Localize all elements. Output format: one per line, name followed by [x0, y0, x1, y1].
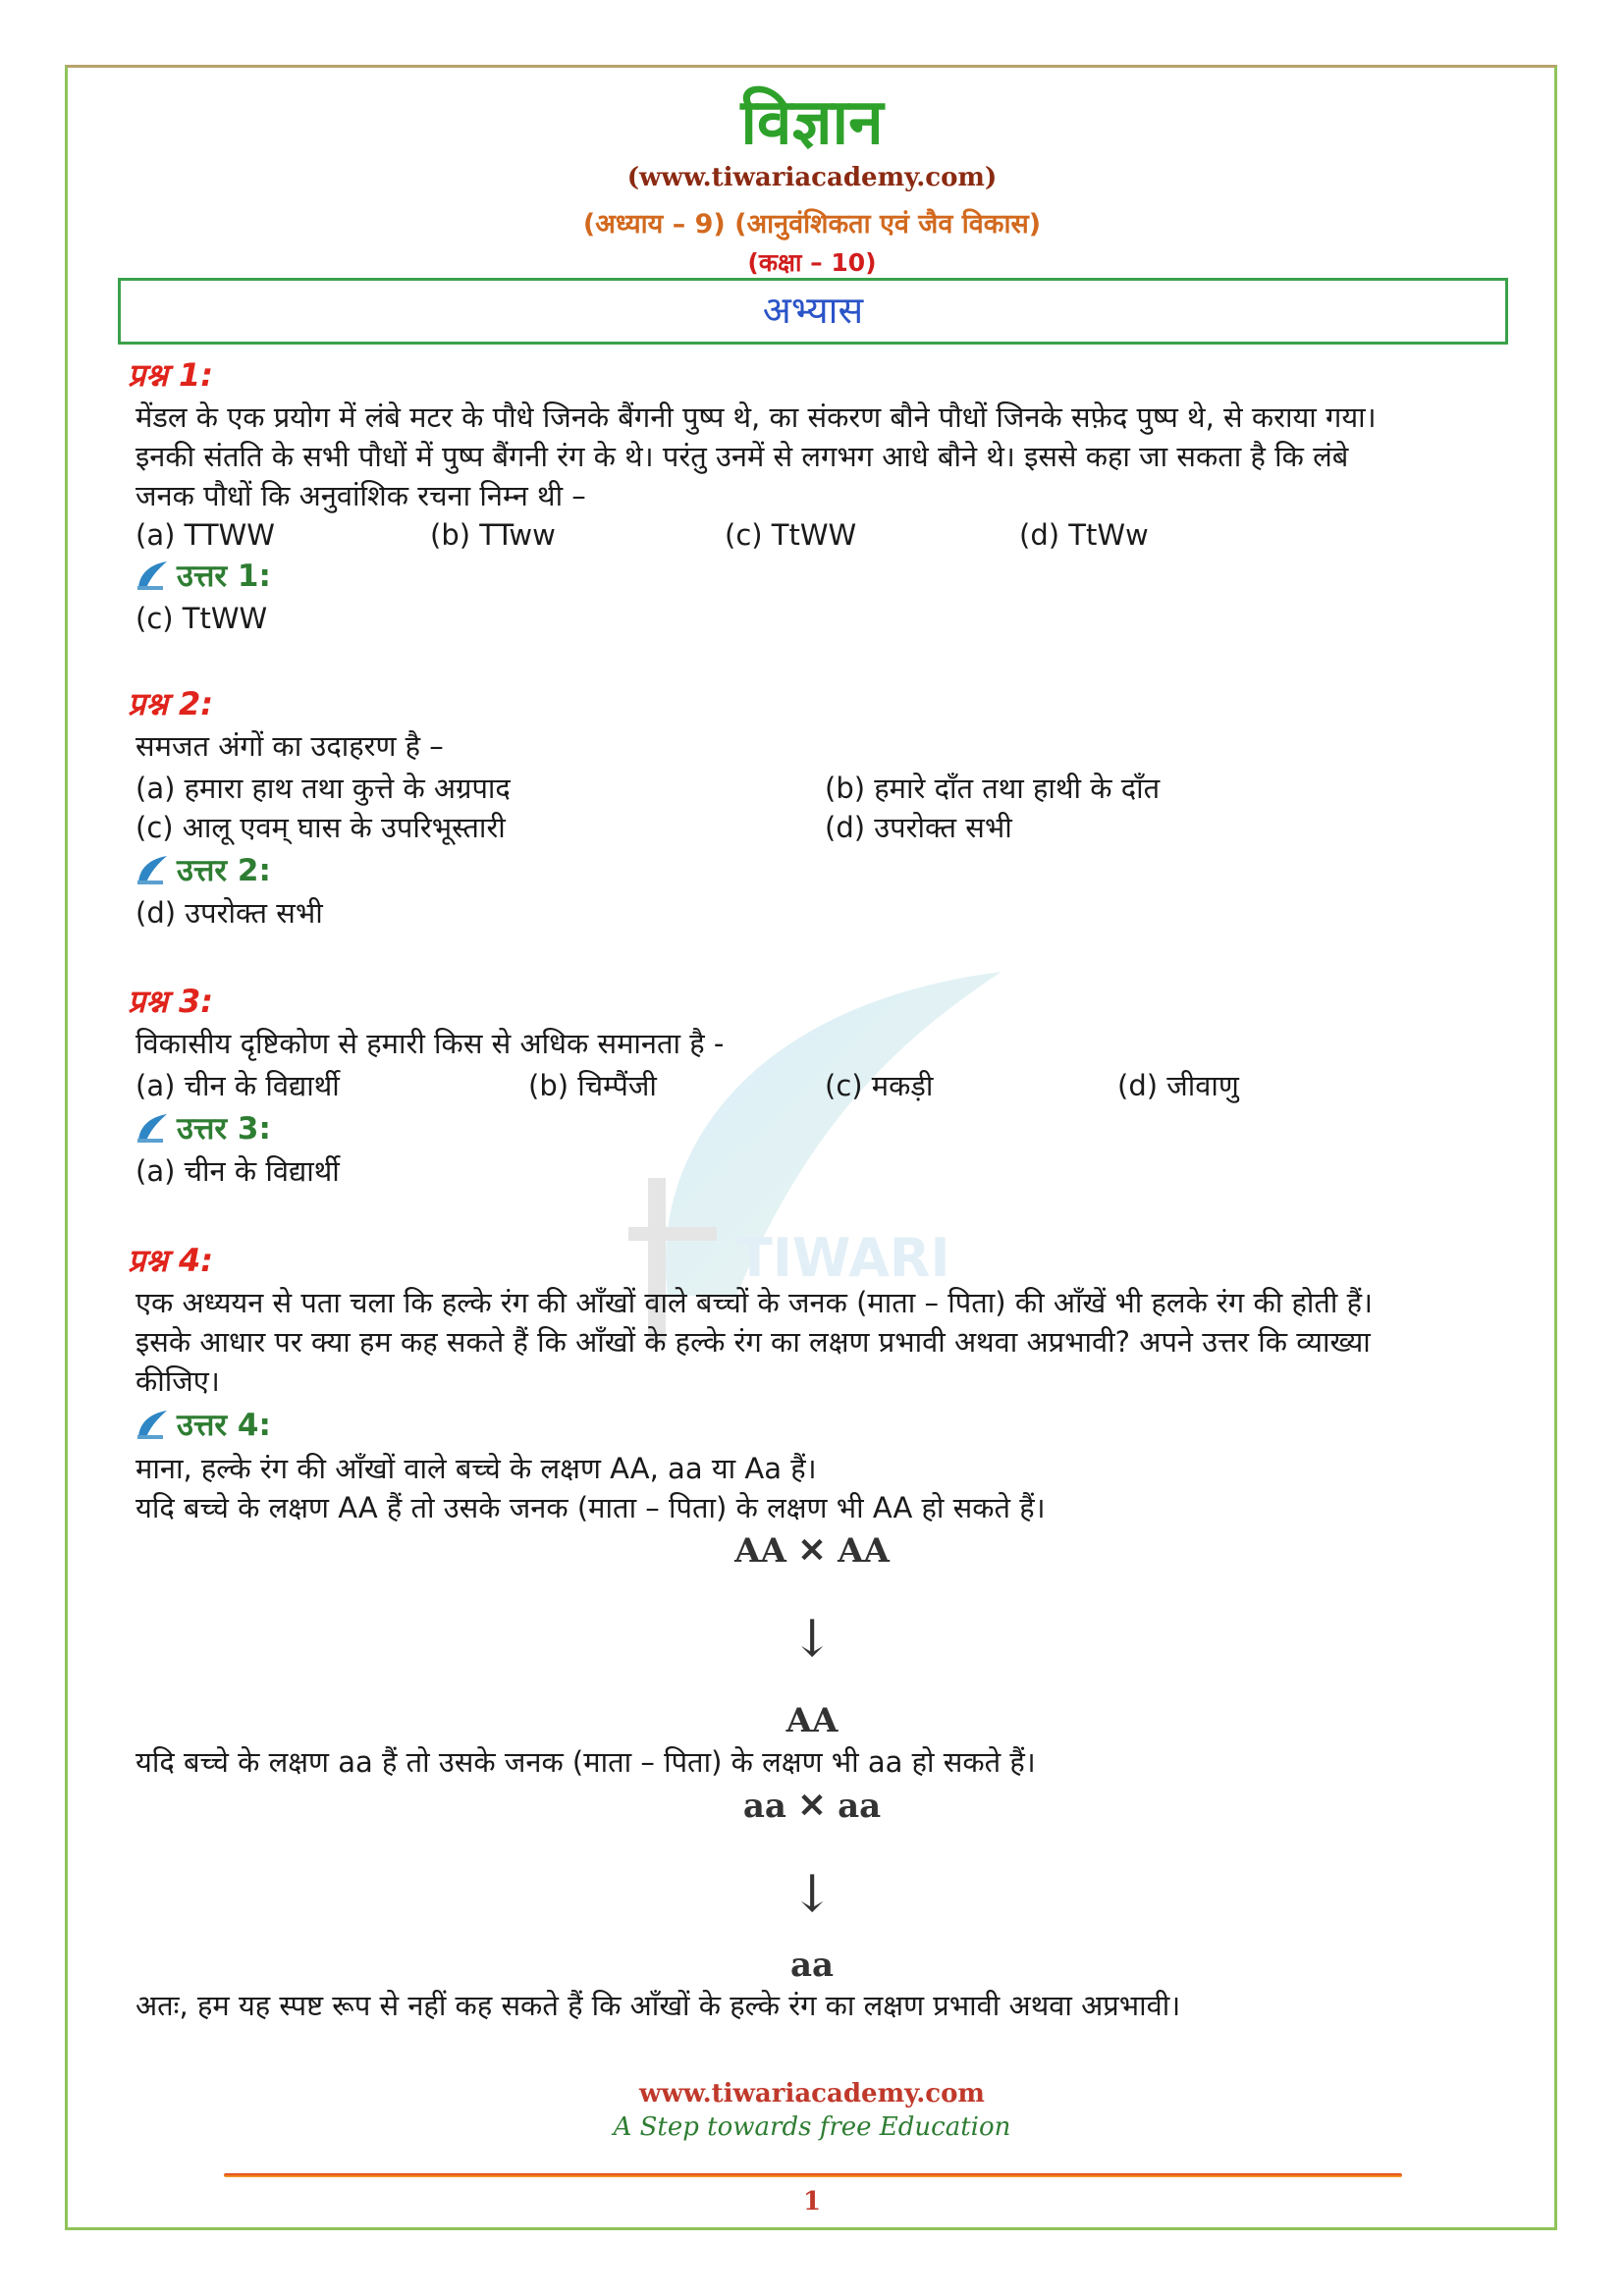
- answer-2-label: [135, 849, 271, 890]
- footer-divider: [224, 2173, 1402, 2177]
- question-2-option-d: (d) उपरोक्त सभी: [825, 811, 1012, 844]
- page-title: विज्ञान: [740, 86, 884, 159]
- question-1-label: प्रश्न 1:: [128, 356, 214, 394]
- question-1-option-c: (c) TtWW: [725, 518, 857, 552]
- answer-4-text-line: यदि बच्चे के लक्षण AA हैं तो उसके जनक (माता – पिता) के लक्षण भी AA हो सकते हैं।: [135, 1491, 1046, 1524]
- genetic-cross-aa-dominant: AA ✕ AA: [734, 1531, 890, 1571]
- question-1-text-line: जनक पौधों कि अनुवांशिक रचना निम्न थी –: [135, 479, 586, 512]
- question-2-option-a: (a) हमारा हाथ तथा कुत्ते के अग्रपाद: [135, 772, 511, 805]
- down-arrow-icon: ↓: [790, 1610, 834, 1669]
- footer-tagline: A Step towards free Education: [613, 2112, 1011, 2142]
- question-4-label: प्रश्न 4:: [128, 1242, 214, 1279]
- answer-1-label: [135, 555, 271, 596]
- question-2-label: प्रश्न 2:: [128, 685, 214, 722]
- section-heading-box: [118, 278, 1508, 345]
- section-title: अभ्यास: [762, 289, 864, 332]
- chapter-heading: (अध्याय – 9) (आनुवंशिकता एवं जैव विकास): [582, 209, 1042, 240]
- answer-3-text: (a) चीन के विद्यार्थी: [135, 1154, 340, 1188]
- question-3-option-d: (d) जीवाणु: [1117, 1069, 1239, 1102]
- answer-2-label-text: उत्तर 2:: [177, 853, 271, 888]
- cross-result-dominant: AA: [785, 1701, 839, 1740]
- leaf-icon: [135, 853, 169, 886]
- answer-4-text-line: यदि बच्चे के लक्षण aa हैं तो उसके जनक (माता – पिता) के लक्षण भी aa हो सकते हैं।: [135, 1745, 1036, 1779]
- answer-3-label-text: उत्तर 3:: [177, 1111, 271, 1147]
- question-1-option-b: (b) TTww: [430, 518, 556, 552]
- answer-4-label: [135, 1404, 271, 1445]
- question-1-text-line: इनकी संतति के सभी पौधों में पुष्प बैंगनी रंग के थे। परंतु उनमें से लगभग आधे बौने थे। इससे कहा जा सकता है कि लंबे: [135, 440, 1349, 473]
- question-3-text: विकासीय दृष्टिकोण से हमारी किस से अधिक समानता है -: [135, 1027, 725, 1060]
- question-2-option-c: (c) आलू एवम् घास के उपरिभूस्तारी: [135, 811, 506, 844]
- down-arrow-icon: ↓: [790, 1865, 834, 1924]
- question-3-option-b: (b) चिम्पैंजी: [528, 1069, 657, 1102]
- answer-1-text: (c) TtWW: [135, 602, 268, 635]
- answer-2-text: (d) उपरोक्त सभी: [135, 896, 323, 930]
- class-heading: (कक्षा – 10): [747, 248, 877, 277]
- cross-result-recessive: aa: [789, 1946, 835, 1985]
- answer-1-label-text: उत्तर 1:: [177, 559, 271, 594]
- footer-website: www.tiwariacademy.com: [639, 2079, 985, 2109]
- genetic-cross-aa-recessive: aa ✕ aa: [742, 1787, 882, 1826]
- question-3-label: प्रश्न 3:: [128, 983, 214, 1020]
- answer-3-label: [135, 1107, 271, 1148]
- question-1-option-d: (d) TtWw: [1019, 518, 1149, 552]
- question-2-text: समजत अंगों का उदाहरण है –: [135, 729, 444, 763]
- answer-4-label-text: उत्तर 4:: [177, 1408, 271, 1443]
- leaf-icon: [135, 1111, 169, 1145]
- question-4-text-line: कीजिए।: [135, 1364, 220, 1398]
- answer-4-conclusion: अतः, हम यह स्पष्ट रूप से नहीं कह सकते हैं कि आँखों के हल्के रंग का लक्षण प्रभावी अथवा अप्रभावी।: [135, 1989, 1181, 2022]
- question-4-text-line: इसके आधार पर क्या हम कह सकते हैं कि आँखों के हल्के रंग का लक्षण प्रभावी अथवा अप्रभावी? अपने उत्तर कि व्याख्या: [135, 1325, 1371, 1359]
- question-2-option-b: (b) हमारे दाँत तथा हाथी के दाँत: [825, 772, 1161, 805]
- question-3-option-c: (c) मकड़ी: [825, 1069, 934, 1102]
- question-4-text-line: एक अध्ययन से पता चला कि हल्के रंग की आँखों वाले बच्चों के जनक (माता – पिता) की आँखें भी हलके रंग की होती हैं।: [135, 1286, 1374, 1319]
- question-3-option-a: (a) चीन के विद्यार्थी: [135, 1069, 340, 1102]
- leaf-icon: [135, 1408, 169, 1441]
- page-number: 1: [802, 2187, 822, 2216]
- header-website: (www.tiwariacademy.com): [626, 163, 998, 192]
- answer-4-text-line: माना, हल्के रंग की आँखों वाले बच्चे के लक्षण AA, aa या Aa हैं।: [135, 1452, 817, 1485]
- watermark-text: TIWARI: [736, 1227, 950, 1289]
- question-1-option-a: (a) TTWW: [135, 518, 275, 552]
- question-1-text-line: मेंडल के एक प्रयोग में लंबे मटर के पौधे जिनके बैंगनी पुष्प थे, का संकरण बौने पौधों जिनके सफ़ेद पुष्प थे, से कराया गया।: [135, 400, 1377, 434]
- leaf-icon: [135, 559, 169, 592]
